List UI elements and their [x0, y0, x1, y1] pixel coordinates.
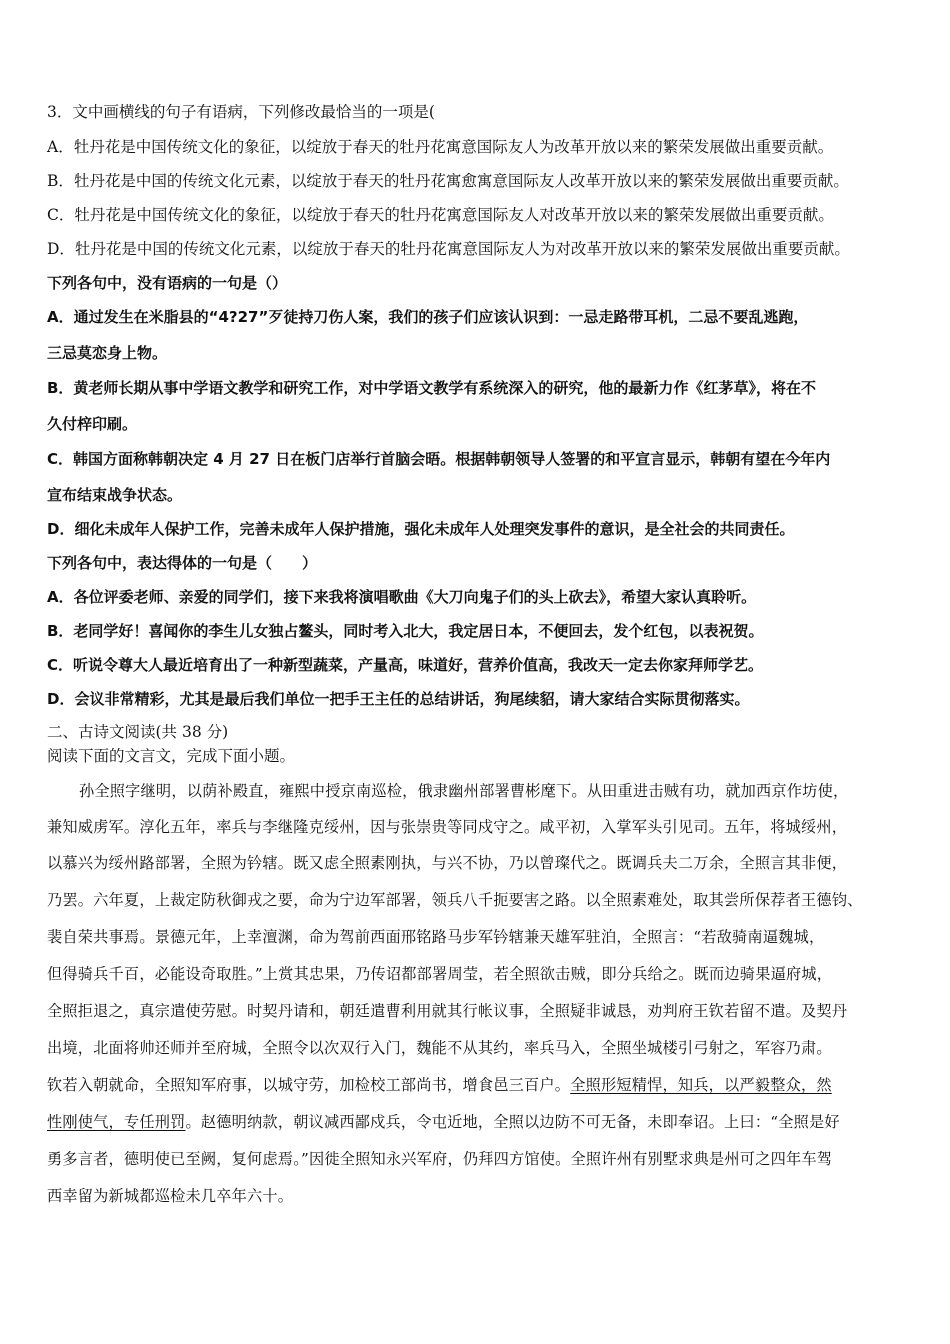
- question-4-option-d: D．细化未成年人保护工作，完善未成年人保护措施，强化未成年人处理突发事件的意识，是全社会的共同责任。: [47, 520, 795, 538]
- question-4-option-c-line1: C．韩国方面称韩朝决定 4 月 27 日在板门店举行首脑会晤。根据韩朝领导人签署的和平宣言显示，韩朝有望在今年内: [47, 450, 831, 468]
- underlined-sentence: 全照形短精悍，知兵，以严毅整众，然: [570, 1076, 832, 1094]
- passage-line: 以慕兴为绥州路部署，全照为钤辖。既又虑全照素刚执，与兴不协，乃以曾璨代之。既调兵夫二万余，全照言其非便，: [47, 854, 848, 872]
- question-3-option-b: B．牡丹花是中国的传统文化元素，以绽放于春天的牡丹花寓愈寓意国际友人改革开放以来的繁荣发展做出重要贡献。: [47, 172, 849, 190]
- passage-text: 勇多言者，德明使已至阙，复何虑焉。”因徙全照知永兴军府，仍拜四方馆使。: [47, 1150, 571, 1168]
- section-2-heading: 二、古诗文阅读(共 38 分): [47, 723, 229, 741]
- passage-line: 但得骑兵千百，必能设奇取胜。”上赏其忠果，乃传诏都部署周莹，若全照欲击贼，即分兵给之。既而边骑果逼府城，: [47, 965, 833, 983]
- question-3-option-a: A．牡丹花是中国传统文化的象征，以绽放于春天的牡丹花寓意国际友人为改革开放以来的繁荣发展做出重要贡献。: [47, 138, 834, 156]
- passage-line: 兼知威虏军。淳化五年，率兵与李继隆克绥州，因与张崇贵等同戍守之。咸平初，入掌军头引见司。五年，将城绥州，: [47, 818, 848, 836]
- unpunctuated-sentence: 全照许州有别墅求典是州可之四年车驾: [570, 1150, 833, 1168]
- question-5-option-d: D．会议非常精彩，尤其是最后我们单位一把手王主任的总结讲话，狗尾续貂，请大家结合实际贯彻落实。: [47, 690, 750, 708]
- passage-line: [47, 1149, 832, 1169]
- passage-line: 出境，北面将帅还师并至府城，全照令以次双行入门，魏能不从其约，率兵马入，全照坐城楼引弓射之，军容乃肃。: [47, 1039, 832, 1057]
- passage-line: 全照拒退之，真宗遣使劳慰。时契丹请和，朝廷遣曹利用就其行帐议事，全照疑非诚恳，劝判府王钦若留不遣。及契丹: [47, 1002, 848, 1020]
- question-4-stem: 下列各句中，没有语病的一句是（）: [47, 274, 288, 292]
- question-4-option-c-line2: 宣布结束战争状态。: [47, 486, 183, 504]
- passage-text: 钦若入朝就命，全照知军府事，以城守劳，加检校工部尚书，增食邑三百户。: [47, 1076, 571, 1094]
- question-4-option-a-line1: A．通过发生在米脂县的“4?27”歹徒持刀伤人案，我们的孩子们应该认识到：一忌走路带耳机，二忌不要乱逃跑，: [47, 308, 809, 326]
- question-3-option-d: D．牡丹花是中国的传统文化元素，以绽放于春天的牡丹花寓意国际友人为对改革开放以来的繁荣发展做出重要贡献。: [47, 240, 850, 258]
- question-5-option-a: A．各位评委老师、亲爱的同学们，接下来我将演唱歌曲《大刀向鬼子们的头上砍去》，希望大家认真聆听。: [47, 588, 757, 606]
- question-5-stem: 下列各句中，表达得体的一句是（ ）: [47, 554, 318, 572]
- question-4-option-b-line1: B．黄老师长期从事中学语文教学和研究工作，对中学语文教学有系统深入的研究，他的最新力作《红茅草》，将在不: [47, 379, 816, 397]
- passage-line: 西幸留为新城都巡检未几卒年六十。: [47, 1187, 294, 1205]
- passage-line: 裴自荣共事焉。景德元年，上幸澶渊，命为驾前西面邢铭路马步军钤辖兼天雄军驻泊，全照言：“若敌骑南逼魏城，: [47, 928, 825, 946]
- question-4-option-b-line2: 久付梓印刷。: [47, 415, 138, 433]
- question-5-option-c: C．听说令尊大人最近培育出了一种新型蔬菜，产量高，味道好，营养价值高，我改天一定去你家拜师学艺。: [47, 656, 764, 674]
- passage-line: [47, 1075, 832, 1095]
- passage-line: 乃罢。六年夏，上裁定防秋御戎之要，命为宁边军部署，领兵八千扼要害之路。以全照素难处，取其尝所保荐者王德钧、: [47, 891, 863, 909]
- question-5-option-b: B．老同学好！喜闻你的李生儿女独占鳌头，同时考入北大，我定居日本，不便回去，发个红包，以表祝贺。: [47, 622, 764, 640]
- section-2-instruction: 阅读下面的文言文，完成下面小题。: [47, 747, 296, 765]
- question-4-option-a-line2: 三忌莫恋身上物。: [47, 344, 168, 362]
- passage-line: [47, 1112, 840, 1132]
- question-3-option-c: C．牡丹花是中国传统文化的象征，以绽放于春天的牡丹花寓意国际友人对改革开放以来的繁荣发展做出重要贡献。: [47, 206, 834, 224]
- question-3-stem: 3．文中画横线的句子有语病，下列修改最恰当的一项是(: [47, 103, 435, 121]
- underlined-sentence: 性刚使气，专任刑罚: [47, 1113, 186, 1131]
- passage-text: 。赵德明纳款，朝议减西鄙戍兵，令屯近地，全照以边防不可无备，未即奉诏。上曰：“全照是好: [185, 1113, 840, 1131]
- passage-line: 孙全照字继明，以荫补殿直，雍熙中授京南巡检，俄隶幽州部署曹彬麾下。从田重进击贼有功，就加西京作坊使，: [79, 782, 849, 800]
